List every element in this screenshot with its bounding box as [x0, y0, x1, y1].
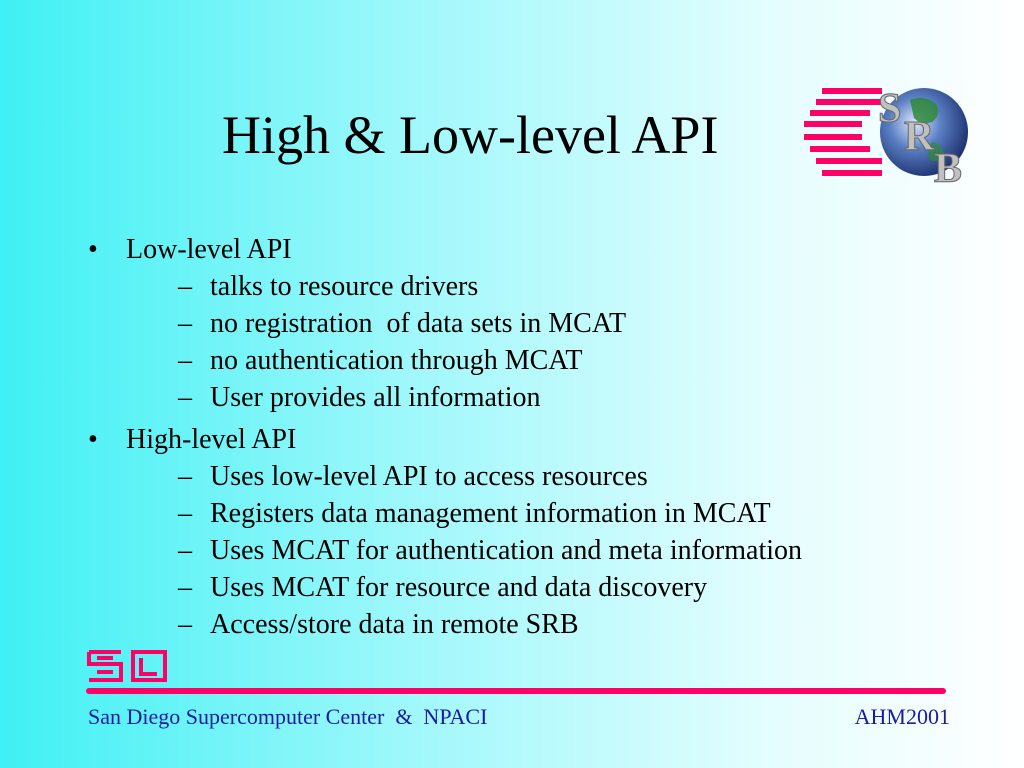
- sdsc-logo-icon: [86, 648, 168, 684]
- sub-item-text: Registers data management information in MCAT: [210, 498, 771, 529]
- sub-marker: –: [178, 382, 192, 413]
- sub-marker: –: [178, 308, 192, 339]
- sub-item: [126, 305, 968, 342]
- bullet-label: Low-level API: [126, 234, 292, 265]
- bullet-high-level-api: [88, 422, 968, 643]
- sub-item: [126, 532, 968, 569]
- sub-item: [126, 569, 968, 606]
- sub-list: [126, 458, 968, 643]
- sub-marker: –: [178, 271, 192, 302]
- footer-organization: San Diego Supercomputer Center & NPACI: [88, 704, 488, 729]
- sub-item-text: User provides all information: [210, 382, 541, 413]
- sub-item-text: talks to resource drivers: [210, 271, 479, 302]
- sub-item-text: Uses low-level API to access resources: [210, 461, 648, 492]
- srb-globe-logo-icon: [800, 82, 980, 192]
- sub-item: [126, 495, 968, 532]
- bullet-label: High-level API: [126, 424, 297, 455]
- bullet-low-level-api: [88, 232, 968, 416]
- sub-item: [126, 606, 968, 643]
- bullet-marker: •: [88, 424, 98, 455]
- sub-item: [126, 379, 968, 416]
- sub-marker: –: [178, 572, 192, 603]
- slide-title: High & Low-level API: [222, 105, 719, 165]
- sub-list: [126, 268, 968, 416]
- sub-item: [126, 458, 968, 495]
- sub-marker: –: [178, 461, 192, 492]
- sub-item-text: Uses MCAT for resource and data discovery: [210, 572, 708, 603]
- logo-letter-s: S: [878, 86, 902, 132]
- bullet-list: [88, 232, 968, 643]
- sub-item-text: no authentication through MCAT: [210, 345, 583, 376]
- logo-letter-r: R: [904, 114, 935, 160]
- sub-item: [126, 342, 968, 379]
- sub-marker: –: [178, 535, 192, 566]
- bullet-marker: •: [88, 234, 98, 265]
- sub-marker: –: [178, 609, 192, 640]
- sub-item-text: Access/store data in remote SRB: [210, 609, 579, 640]
- sub-item-text: Uses MCAT for authentication and meta information: [210, 535, 803, 566]
- sub-marker: –: [178, 498, 192, 529]
- sub-item: [126, 268, 968, 305]
- footer-event: AHM2001: [854, 704, 950, 729]
- logo-letter-b: B: [934, 146, 963, 192]
- sub-marker: –: [178, 345, 192, 376]
- sub-item-text: no registration of data sets in MCAT: [210, 308, 627, 339]
- footer-divider: [86, 688, 946, 694]
